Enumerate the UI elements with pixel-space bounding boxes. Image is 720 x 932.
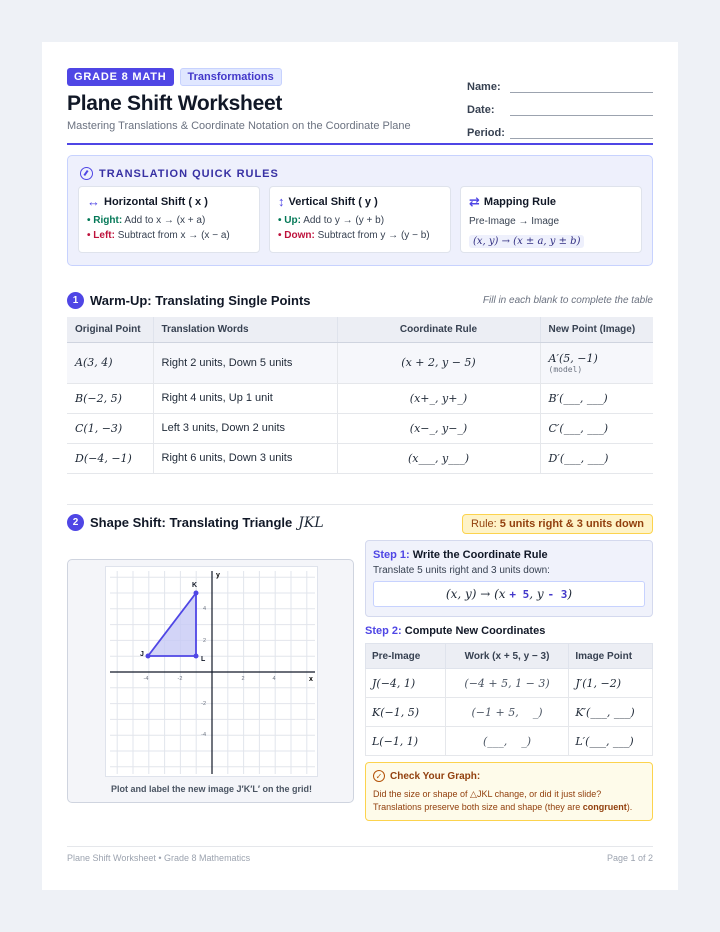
page-title: Plane Shift Worksheet [67, 92, 283, 115]
table-row: A(3, 4) Right 2 units, Down 5 units (x + 2, y − 5) A′(5, −1) (model) [67, 342, 653, 383]
table-row: L(−1, 1) (___, _) L′(___, ___) [366, 727, 653, 756]
coordinate-grid[interactable] [106, 567, 319, 778]
footer-divider [67, 846, 653, 847]
col-coordinate-rule: Coordinate Rule [337, 317, 540, 342]
label-k: K [192, 582, 198, 589]
y-axis-label: y [216, 572, 220, 579]
section2-heading [67, 514, 324, 531]
y-tick-label: 2 [202, 638, 206, 644]
grade-tag: GRADE 8 MATH [67, 68, 174, 86]
step2-heading: Step 2: Compute New Coordinates [365, 625, 546, 637]
date-label: Date: [467, 104, 495, 116]
horizontal-arrows-icon: ↔ [87, 194, 100, 209]
section2-title: Shape Shift: Translating Triangle [90, 515, 293, 530]
y-tick-label: 4 [202, 606, 206, 612]
x-tick-label: -4 [143, 676, 149, 682]
date-field[interactable] [510, 103, 653, 116]
swap-arrows-icon: ⇄ [469, 194, 480, 209]
section1-note: Fill in each blank to complete the table [482, 295, 653, 306]
mapping-formula: (x, y) → (x ± a, y ± b) [469, 235, 584, 248]
vertical-arrows-icon: ↕ [278, 194, 285, 209]
topic-tag: Transformations [180, 68, 282, 86]
header-divider [67, 143, 653, 145]
x-tick-label: 4 [272, 676, 276, 682]
period-label: Period: [467, 127, 505, 139]
table-row: J(−4, 1) (−4 + 5, 1 − 3) J′(1, −2) [366, 669, 653, 698]
check-circle-icon: ✓ [373, 770, 385, 782]
graph-card [67, 559, 354, 803]
graph-caption: Plot and label the new image J′K′L′ on the grid! [111, 784, 312, 794]
col-new-point: New Point (Image) [540, 317, 653, 342]
section1-title: Warm-Up: Translating Single Points [90, 293, 311, 308]
section1-heading [67, 292, 311, 309]
vertical-shift-card: ↕ Vertical Shift ( y ) • Up: Add to y → (y + b) • Down: Subtract from y → (y − b) [269, 186, 451, 253]
table-row: K(−1, 5) (−1 + 5, _) K′(___, ___) [366, 698, 653, 727]
page-subtitle: Mastering Translations & Coordinate Notation on the Coordinate Plane [67, 120, 411, 132]
section2-title-math: JKL [298, 514, 324, 531]
section-divider [67, 504, 653, 505]
footer-left: Plane Shift Worksheet • Grade 8 Mathematics [67, 853, 251, 863]
check-graph-callout: ✓ Check Your Graph: Did the size or shape of △JKL change, or did it just slide? Translations preserve both size and shape (they are congruent). [365, 762, 653, 821]
step1-card: Step 1: Write the Coordinate Rule Translate 5 units right and 3 units down: (x, y) → (x + 5 , y - 3 ) [365, 540, 653, 617]
page-number: Page 1 of 2 [606, 853, 653, 863]
horizontal-shift-card: ↔ Horizontal Shift ( x ) • Right: Add to x → (x + a) • Left: Subtract from x → (x − a) [78, 186, 260, 253]
quick-rules-title: TRANSLATION QUICK RULES [80, 167, 279, 180]
header [67, 68, 653, 139]
worksheet-page [42, 42, 678, 890]
compute-table: Pre-Image Work (x + 5, y − 3) Image Point J(−4, 1) (−4 + 5, 1 − 3) J′(1, −2) K(−1, 5) (−1 + 5, _) K′(___, ___) L(−1, 1) (___, _) L′(___, ___) [365, 643, 653, 756]
mapping-rule-card: ⇄ Mapping Rule Pre-Image → Image (x, y) → (x ± a, y ± b) [460, 186, 642, 253]
x-tick-label: 2 [241, 676, 245, 682]
student-fields [467, 70, 653, 139]
section2-number: 2 [67, 514, 84, 531]
warmup-table [67, 317, 653, 474]
coordinate-grid-frame [105, 566, 318, 777]
table-row: D(−4, −1) Right 6 units, Down 3 units (x___, y___) D′(___, ___) [67, 443, 653, 473]
table-row: B(−2, 5) Right 4 units, Up 1 unit (x+_, y+_) B′(___, ___) [67, 383, 653, 413]
y-tick-label: -4 [201, 732, 206, 738]
compass-icon [80, 167, 93, 180]
x-tick-label: -2 [177, 676, 183, 682]
point-j [146, 654, 151, 659]
name-label: Name: [467, 81, 501, 93]
col-translation-words: Translation Words [153, 317, 337, 342]
coordinate-rule-box[interactable]: (x, y) → (x + 5 , y - 3 ) [373, 581, 645, 607]
quick-rules-panel [67, 155, 653, 266]
point-l [194, 654, 199, 659]
point-k [194, 591, 199, 596]
table-row: C(1, −3) Left 3 units, Down 2 units (x−_, y−_) C′(___, ___) [67, 413, 653, 443]
x-axis-label: x [309, 676, 313, 683]
period-field[interactable] [510, 126, 653, 139]
rule-badge: Rule: 5 units right & 3 units down [462, 514, 653, 534]
y-tick-label: -2 [201, 701, 206, 707]
col-original-point: Original Point [67, 317, 153, 342]
label-j: J [140, 651, 144, 658]
section1-number: 1 [67, 292, 84, 309]
label-l: L [201, 656, 206, 663]
name-field[interactable] [510, 80, 653, 93]
